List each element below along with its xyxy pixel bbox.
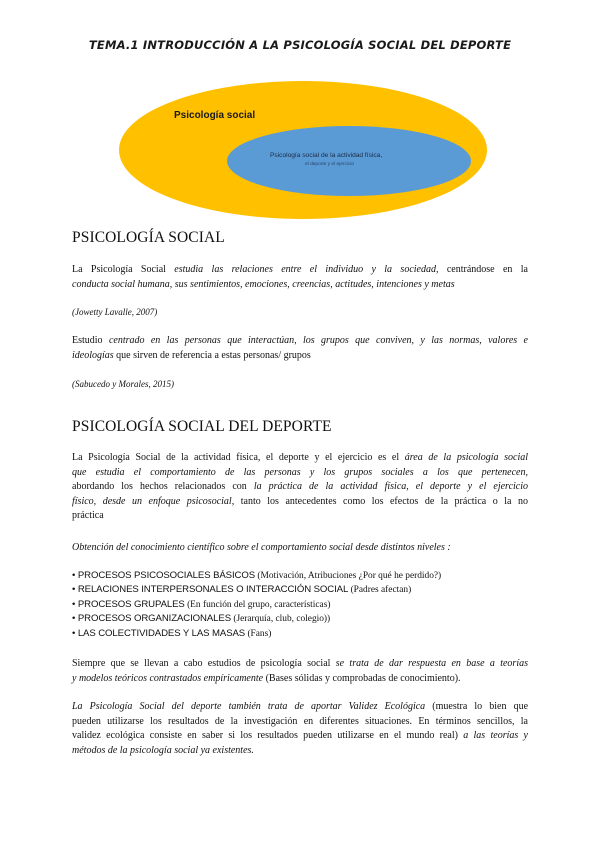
text-run-italic: centrado en las personas que interactúan, los grupos que conviven, y las normas, valores e — [108, 335, 528, 346]
list-item — [72, 598, 542, 612]
paragraph-line — [72, 672, 528, 687]
level-name: • PROCESOS ORGANIZACIONALES — [72, 613, 231, 625]
paragraph-study — [72, 334, 528, 363]
text-run: validez ecológica consiste en saber si los resultados pueden utilizarse en el mundo real) — [72, 730, 458, 742]
text-run-italic: métodos de la psicología social ya existentes. — [72, 744, 254, 756]
text-run-italic: físico, desde un enfoque psicosocial, — [72, 495, 235, 507]
text-run-italic: Obtención del conocimiento científico sobre el comportamiento social desde distintos niveles : — [72, 542, 451, 553]
text-run-italic: estudia las relaciones entre el individuo y la sociedad, — [174, 264, 439, 275]
list-item — [72, 627, 542, 641]
text-run-italic: que estudia el comportamiento de las personas y los grupos sociales a los que pertenecen, — [72, 466, 528, 478]
paragraph-theories — [72, 657, 528, 686]
inner-ellipse-sport-psychology — [227, 126, 471, 196]
text-run: La Psicología Social de la actividad física, el deporte y el ejercicio es el — [72, 452, 405, 463]
paragraph-line — [72, 509, 528, 524]
paragraph-line — [72, 700, 528, 715]
level-detail: (Motivación, Atribuciones ¿Por qué he perdido?) — [255, 571, 442, 581]
section-heading-sport-social-psychology: PSICOLOGÍA SOCIAL DEL DEPORTE — [72, 418, 332, 435]
paragraph-line — [72, 744, 528, 759]
text-run: Estudio — [72, 335, 109, 346]
level-name: • LAS COLECTIVIDADES Y LAS MASAS — [72, 627, 246, 639]
inner-ellipse-sublabel: el deporte y el ejercicio — [305, 162, 355, 167]
text-run: abordando los hechos relacionados con — [72, 481, 254, 493]
inner-ellipse-label: Psicología social de la actividad física, — [270, 152, 383, 159]
paragraph-line — [72, 334, 528, 349]
levels-list — [72, 569, 542, 641]
citation-jowett: (Jowetty Lavalle, 2007) — [72, 307, 158, 317]
list-item — [72, 583, 542, 597]
list-item — [72, 612, 542, 626]
text-run: pueden utilizarse los resultados de la investigación en diferentes situaciones. En términos sencillos, la — [72, 715, 528, 727]
text-run-italic: se trata de dar respuesta en base a teorías — [335, 658, 528, 669]
citation-sabucedo: (Sabucedo y Morales, 2015) — [72, 379, 174, 389]
text-run: (muestra lo bien que — [425, 701, 529, 712]
list-item — [72, 569, 542, 583]
section-heading-social-psychology: PSICOLOGÍA SOCIAL — [72, 229, 225, 246]
text-run-italic: y modelos teóricos contrastados empíricamente — [72, 672, 264, 684]
page-title: TEMA.1 INTRODUCCIÓN A LA PSICOLOGÍA SOCIAL DEL DEPORTE — [88, 38, 512, 52]
paragraph-line — [72, 278, 528, 293]
text-run: Siempre que se llevan a cabo estudios de psicología social — [72, 658, 336, 669]
levels-intro — [72, 541, 528, 556]
paragraph-line — [72, 495, 528, 510]
paragraph-line — [72, 451, 528, 466]
level-name: • PROCESOS PSICOSOCIALES BÁSICOS — [72, 570, 256, 581]
text-run-italic: conducta social humana, sus sentimientos, emociones, creencias, actitudes, intenciones y metas — [72, 278, 455, 290]
level-detail: (Padres afectan) — [348, 585, 412, 596]
text-run: que sirven de referencia a estas personas/ grupos — [113, 349, 311, 361]
text-run-italic: área de la psicología social — [404, 452, 528, 463]
paragraph-line — [72, 466, 528, 481]
paragraph-line — [72, 263, 528, 278]
paragraph-ecological-validity — [72, 700, 528, 758]
level-name: • RELACIONES INTERPERSONALES O INTERACCIÓN SOCIAL — [72, 584, 349, 596]
paragraph-sport-definition — [72, 451, 528, 524]
text-run: tanto los antecedentes como los efectos de la práctica o la no — [234, 495, 528, 507]
text-run: (Bases sólidas y comprobadas de conocimiento). — [263, 672, 461, 684]
level-detail: (Fans) — [245, 628, 272, 639]
text-run-italic: La Psicología Social del deporte también trata de aportar Validez Ecológica — [72, 701, 426, 712]
paragraph-definition — [72, 263, 528, 292]
paragraph-line — [72, 349, 528, 364]
text-run: práctica — [72, 510, 104, 522]
paragraph-line — [72, 480, 528, 495]
text-run-italic: a las teorías y — [457, 730, 529, 742]
level-detail: (En función del grupo, características) — [184, 599, 331, 610]
outer-ellipse-label: Psicología social — [174, 110, 256, 121]
level-name: • PROCESOS GRUPALES — [72, 598, 185, 610]
text-run: centrándose en la — [438, 264, 528, 275]
paragraph-line — [72, 715, 528, 730]
level-detail: (Jerarquía, club, colegio)) — [231, 614, 331, 625]
text-run-italic: la práctica de la actividad física, el deporte y el ejercicio — [253, 481, 528, 493]
paragraph-line — [72, 729, 528, 744]
paragraph-line — [72, 657, 528, 672]
text-run-italic: ideologías — [72, 349, 114, 361]
text-run: La Psicología Social — [72, 264, 175, 275]
venn-diagram — [118, 80, 488, 220]
